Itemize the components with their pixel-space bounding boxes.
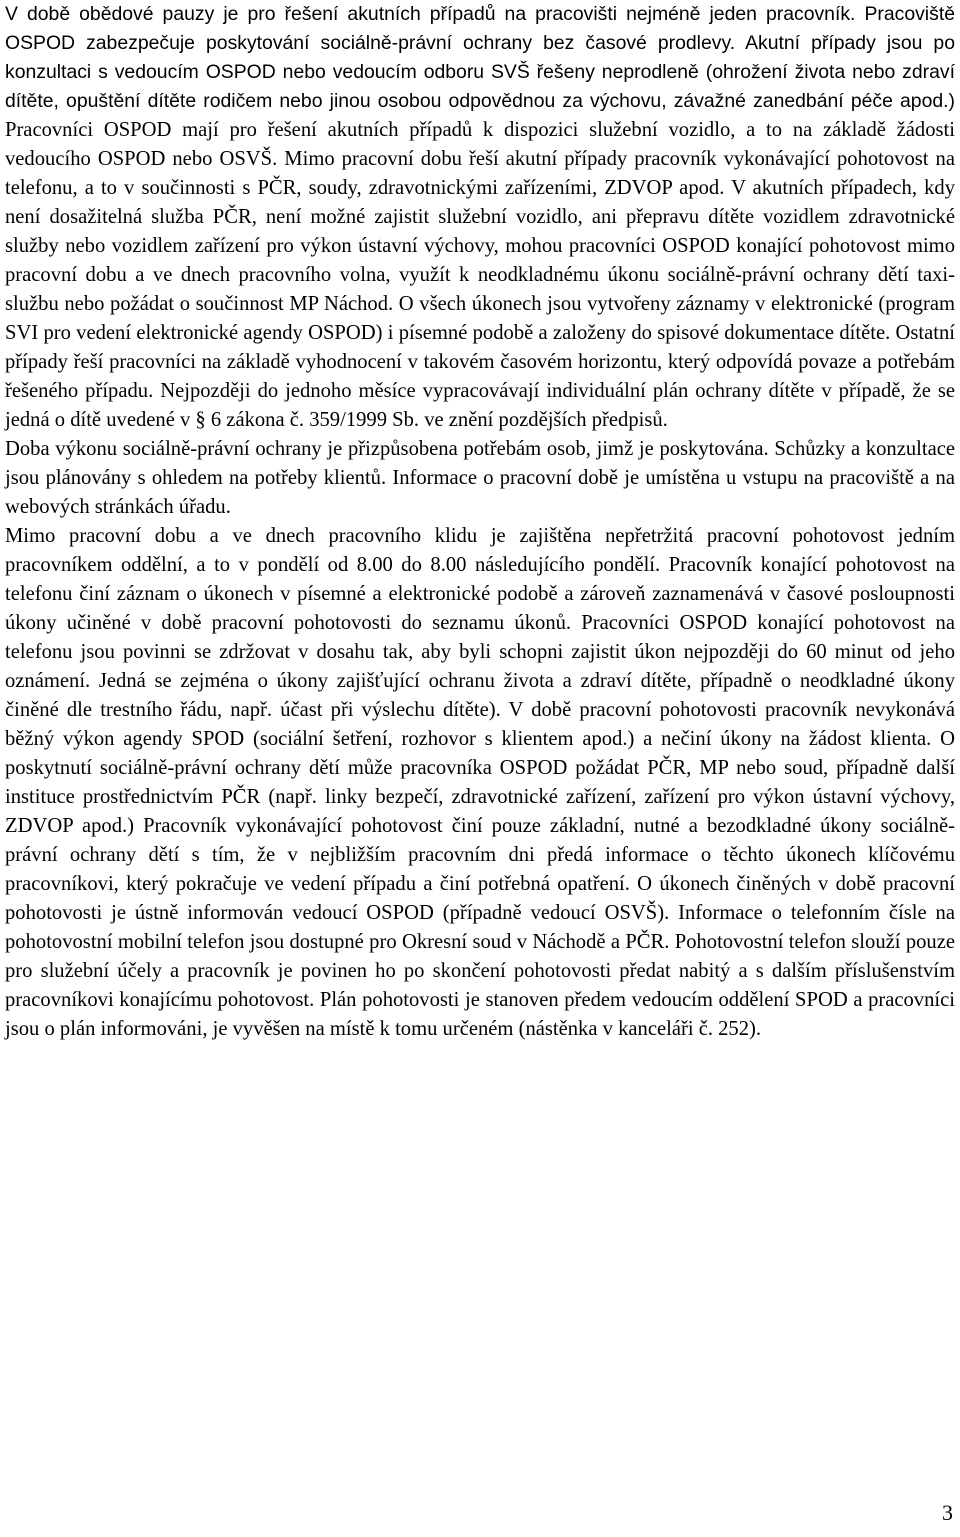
document-page: [5, 0, 955, 1044]
paragraph-doba-vykonu: Doba výkonu sociálně-právní ochrany je přizpůsobena potřebám osob, jimž je poskytována. Schůzky a konzultace jsou plánovány s ohledem na potřeby klientů. Informace o pracovní době je umístěna u vstupu na pracoviště a na webových stránkách úřadu.: [5, 438, 955, 518]
paragraph-pohotovost: Mimo pracovní dobu a ve dnech pracovního klidu je zajištěna nepřetržitá pracovní pohotovost jedním pracovníkem oddělní, a to v pondělí od 8.00 do 8.00 následujícího pondělí. Pracovník konající pohotovost na telefonu činí záznam o úkonech v písemné a elektronické podobě a zároveň zaznamenává v časové posloupnosti úkony učiněné v době pracovní pohotovosti do seznamu úkonů. Pracovníci OSPOD konající pohotovost na telefonu jsou povinni se zdržovat v dosahu tak, aby byli schopni zajistit úkon nejpozději do 60 minut od jeho oznámení. Jedná se zejména o úkony zajišťující ochranu života a zdraví dítěte, případně o neodkladné úkony činěné dle trestního řádu, např. účast při výslechu dítěte). V době pracovní pohotovosti pracovník nevykonává běžný výkon agendy SPOD (sociální šetření, rozhovor s klientem apod.) a nečiní úkony na žádost klienta. O poskytnutí sociálně-právní ochrany dětí může pracovníka OSPOD požádat PČR, MP nebo soud, případně další instituce prostřednictvím PČR (např. linky bezpečí, zdravotnické zařízení, zařízení pro výkon ústavní výchovy, ZDVOP apod.) Pracovník vykonávající pohotovost činí pouze základní, nutné a bezodkladné úkony sociálně-právní ochrany dětí s tím, že v nejbližším pracovním dni předá informace o těchto úkonech klíčovému pracovníkovi, který pokračuje ve vedení případu a činí potřebná opatření. O úkonech činěných v době pracovní pohotovosti je ústně informován vedoucí OSPOD (případně vedoucí OSVŠ). Informace o telefonním čísle na pohotovostní mobilní telefon jsou dostupné pro Okresní soud v Náchodě a PČR. Pohotovostní telefon slouží pouze pro služební účely a pracovník je povinen ho po skončení pohotovosti předat nabitý a s dalším příslušenstvím pracovníkovi konajícímu pohotovost. Plán pohotovosti je stanoven předem vedoucím oddělení SPOD a pracovníci jsou o plán informováni, je vyvěšen na místě k tomu určeném (nástěnka v kanceláři č. 252).: [5, 525, 955, 1040]
page-number: 3: [942, 1500, 953, 1525]
paragraph-akutni-pripady: [5, 0, 955, 435]
paragraph-sans-segment: V době obědové pauzy je pro řešení akutních případů na pracovišti nejméně jeden pracovník. Pracoviště OSPOD zabezpečuje poskytování sociálně-právní ochrany bez časové prodlevy. Akutní případy jsou po konzultaci s vedoucím OSPOD nebo vedoucím odboru SVŠ řešeny neprodleně (ohrožení života nebo zdraví dítěte, opuštění dítěte rodičem nebo jinou osobou odpovědnou za výchovu, závažné zanedbání péče apod.): [5, 3, 955, 112]
paragraph-serif-segment: Pracovníci OSPOD mají pro řešení akutních případů k dispozici služební vozidlo, a to na základě žádosti vedoucího OSPOD nebo OSVŠ. Mimo pracovní dobu řeší akutní případy pracovník vykonávající pohotovost na telefonu, a to v součinnosti s PČR, soudy, zdravotnickými zařízeními, ZDVOP apod. V akutních případech, kdy není dosažitelná služba PČR, není možné zajistit služební vozidlo, ani přepravu dítěte vozidlem zdravotnické služby nebo vozidlem zařízení pro výkon ústavní výchovy, mohou pracovníci OSPOD konající pohotovost mimo pracovní dobu a ve dnech pracovního volna, využít k neodkladnému úkonu sociálně-právní ochrany dětí taxi-službu nebo požádat o součinnost MP Náchod. O všech úkonech jsou vytvořeny záznamy v elektronické (program SVI pro vedení elektronické agendy OSPOD) i písemné podobě a založeny do spisové dokumentace dítěte. Ostatní případy řeší pracovníci na základě vyhodnocení v takovém časovém horizontu, který odpovídá povaze a potřebám řešeného případu. Nejpozději do jednoho měsíce vypracovávají individuální plán ochrany dítěte v případě, že se jedná o dítě uvedené v § 6 zákona č. 359/1999 Sb. ve znění pozdějších předpisů.: [5, 119, 955, 431]
